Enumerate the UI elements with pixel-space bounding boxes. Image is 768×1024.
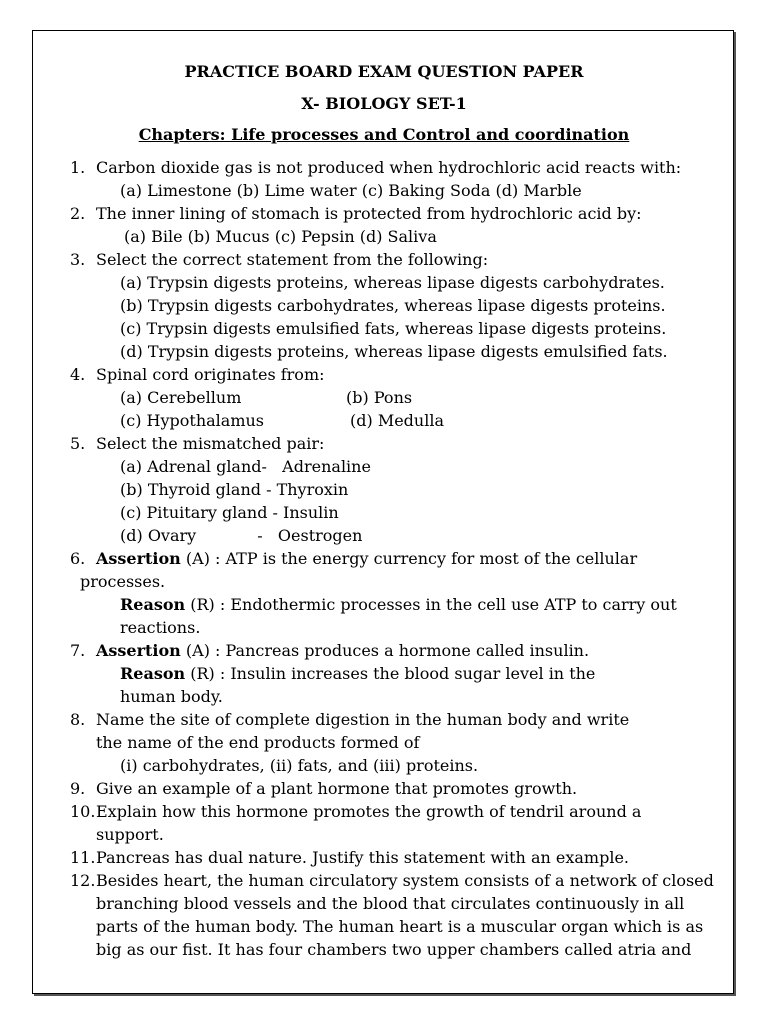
question-6-assertion — [96, 549, 637, 568]
question-6-assertion-cont: processes. — [80, 572, 166, 591]
reason-label: Reason — [120, 595, 186, 614]
question-6-reason — [120, 595, 677, 614]
reason-text: (R) : Insulin increases the blood sugar level in the — [185, 664, 596, 683]
assertion-text: (A) : Pancreas produces a hormone called insulin. — [180, 641, 590, 660]
question-7-reason-cont: human body. — [120, 687, 223, 706]
question-number: 6. — [70, 549, 86, 568]
question-number: 8. — [70, 710, 86, 729]
question-5-option-a: (a) Adrenal gland- Adrenaline — [120, 457, 371, 476]
question-number: 9. — [70, 779, 86, 798]
paper-title: PRACTICE BOARD EXAM QUESTION PAPER — [184, 62, 584, 81]
question-number: 11. — [70, 848, 96, 867]
reason-text: (R) : Endothermic processes in the cell use ATP to carry out — [185, 595, 677, 614]
question-4-option-b: (b) Pons — [346, 388, 413, 407]
question-1-options: (a) Limestone (b) Lime water (c) Baking Soda (d) Marble — [120, 181, 582, 200]
question-10-line-1: Explain how this hormone promotes the growth of tendril around a — [96, 802, 642, 821]
question-3-option-a: (a) Trypsin digests proteins, whereas lipase digests carbohydrates. — [120, 273, 665, 292]
question-3-option-c: (c) Trypsin digests emulsified fats, whereas lipase digests proteins. — [120, 319, 667, 338]
question-6-reason-cont: reactions. — [120, 618, 201, 637]
question-number: 5. — [70, 434, 86, 453]
question-number: 7. — [70, 641, 86, 660]
question-10-line-2: support. — [96, 825, 164, 844]
question-4-option-c: (c) Hypothalamus — [120, 411, 265, 430]
assertion-text: (A) : ATP is the energy currency for most of the cellular — [180, 549, 638, 568]
question-7-assertion — [96, 641, 589, 660]
question-1-text: Carbon dioxide gas is not produced when hydrochloric acid reacts with: — [96, 158, 682, 177]
question-2-text: The inner lining of stomach is protected from hydrochloric acid by: — [96, 204, 642, 223]
question-number: 2. — [70, 204, 86, 223]
question-number: 4. — [70, 365, 86, 384]
question-8-line-2: the name of the end products formed of — [96, 733, 420, 752]
question-5-option-d: (d) Ovary - Oestrogen — [120, 526, 363, 545]
question-4-option-d: (d) Medulla — [350, 411, 444, 430]
question-number: 1. — [70, 158, 86, 177]
question-number: 3. — [70, 250, 86, 269]
question-12-line-2: branching blood vessels and the blood that circulates continuously in all — [96, 894, 685, 913]
question-11-text: Pancreas has dual nature. Justify this statement with an example. — [96, 848, 629, 867]
question-3-option-b: (b) Trypsin digests carbohydrates, whereas lipase digests proteins. — [120, 296, 666, 315]
assertion-label: Assertion — [96, 549, 181, 568]
question-8-line-3: (i) carbohydrates, (ii) fats, and (iii) proteins. — [120, 756, 479, 775]
question-5-text: Select the mismatched pair: — [96, 434, 325, 453]
question-number: 10. — [70, 802, 96, 821]
paper-chapters: Chapters: Life processes and Control and coordination — [138, 125, 630, 144]
question-5-option-b: (b) Thyroid gland - Thyroxin — [120, 480, 349, 499]
question-2-options: (a) Bile (b) Mucus (c) Pepsin (d) Saliva — [124, 227, 437, 246]
question-12-line-4: big as our fist. It has four chambers two upper chambers called atria and — [96, 940, 692, 959]
question-number: 12. — [70, 871, 96, 890]
assertion-label: Assertion — [96, 641, 181, 660]
paper-subject: X- BIOLOGY SET-1 — [301, 94, 467, 113]
question-3-option-d: (d) Trypsin digests proteins, whereas lipase digests emulsified fats. — [120, 342, 668, 361]
question-8-line-1: Name the site of complete digestion in the human body and write — [96, 710, 630, 729]
question-7-reason — [120, 664, 595, 683]
question-3-text: Select the correct statement from the following: — [96, 250, 489, 269]
question-9-text: Give an example of a plant hormone that promotes growth. — [96, 779, 578, 798]
question-12-line-1: Besides heart, the human circulatory system consists of a network of closed — [96, 871, 714, 890]
question-12-line-3: parts of the human body. The human heart is a muscular organ which is as — [96, 917, 704, 936]
question-5-option-c: (c) Pituitary gland - Insulin — [120, 503, 339, 522]
question-4-option-a: (a) Cerebellum — [120, 388, 242, 407]
reason-label: Reason — [120, 664, 186, 683]
question-4-text: Spinal cord originates from: — [96, 365, 325, 384]
